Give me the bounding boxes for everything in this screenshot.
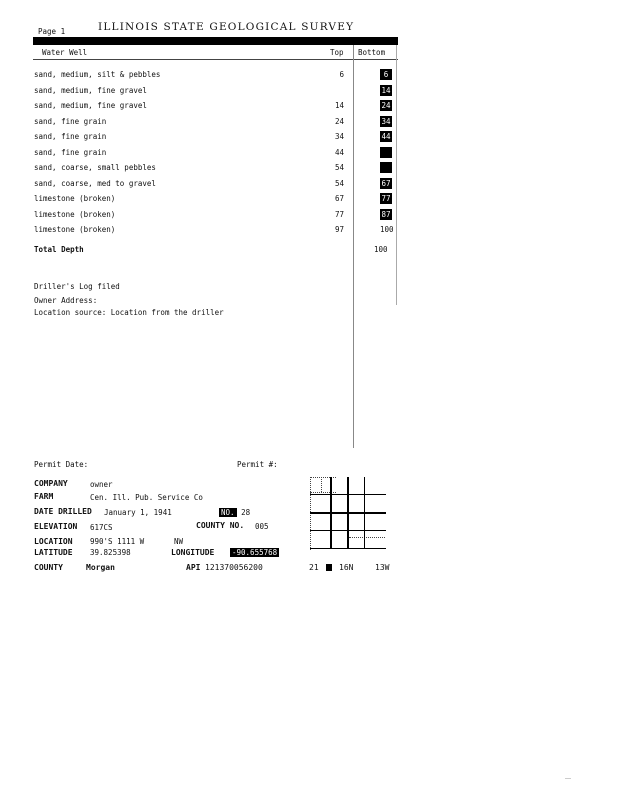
owner-address-note: Owner Address:	[34, 296, 98, 305]
location-value: 990'S 1111 W	[90, 537, 145, 546]
formation-top: 6	[339, 70, 344, 79]
section-map-line	[310, 494, 386, 495]
formation-name: sand, fine grain	[34, 132, 107, 141]
well-number-value: 28	[241, 508, 251, 517]
api-label: API	[186, 563, 201, 572]
formation-bottom: 87	[381, 209, 391, 219]
formation-name: sand, medium, fine gravel	[34, 101, 147, 110]
column-bottom-label: Bottom	[358, 48, 386, 57]
column-top-label: Top	[330, 48, 344, 57]
elevation-value: 617CS	[90, 523, 113, 532]
latitude-value: 39.825398	[90, 548, 131, 557]
section-map-line	[310, 548, 386, 549]
column-divider-left	[353, 45, 354, 448]
formation-top: 54	[334, 163, 344, 172]
range-value: 13W	[375, 563, 390, 572]
section-map-line	[310, 530, 386, 531]
page-label: Page 1	[38, 27, 66, 36]
total-depth-label: Total Depth	[34, 245, 84, 254]
formation-name: sand, fine grain	[34, 116, 107, 126]
latitude-label: LATITUDE	[34, 548, 73, 557]
well-number	[219, 508, 250, 517]
formation-top: 14	[334, 101, 344, 110]
formation-bottom: 100	[380, 225, 394, 234]
api-value: 121370056200	[205, 563, 263, 572]
formation-name: limestone (broken)	[34, 194, 116, 203]
township-value: 16N	[339, 563, 354, 572]
date-drilled-value: January 1, 1941	[104, 508, 172, 517]
formation-top: 54	[334, 178, 344, 188]
permit-number-label: Permit #:	[237, 460, 278, 469]
formation-top: 44	[334, 147, 344, 157]
log-filed-note: Driller's Log filed	[34, 282, 120, 291]
permit-date-label: Permit Date:	[34, 460, 89, 469]
formation-name: sand, coarse, small pebbles	[34, 163, 156, 172]
longitude-label: LONGITUDE	[171, 548, 215, 557]
header-bar	[33, 37, 398, 45]
page-title: ILLINOIS STATE GEOLOGICAL SURVEY	[98, 21, 355, 33]
formation-top: 97	[334, 225, 344, 234]
company-value: owner	[90, 480, 113, 489]
formation-top: 24	[334, 116, 344, 126]
location-source-note: Location source: Location from the driller	[34, 308, 224, 317]
formation-bottom: 44	[381, 132, 391, 141]
column-type-label: Water Well	[42, 48, 88, 57]
section-map-dotted-rule	[321, 477, 322, 492]
section-map-dotted-rule	[310, 477, 336, 478]
county-value: Morgan	[86, 563, 115, 572]
formation-top: 77	[334, 209, 344, 219]
formation-name: limestone (broken)	[34, 209, 116, 219]
company-label: COMPANY	[34, 479, 68, 488]
formation-bottom: 34	[381, 116, 391, 126]
elevation-label: ELEVATION	[34, 522, 78, 531]
formation-bottom	[380, 162, 392, 173]
county-no-value: 005	[255, 522, 269, 531]
formation-bottom	[380, 147, 392, 158]
county-no-label: COUNTY NO.	[196, 521, 245, 530]
formation-name: sand, medium, fine gravel	[34, 85, 147, 95]
section-marker-icon	[326, 564, 332, 571]
section-number: 21	[309, 563, 319, 572]
formation-name: sand, coarse, med to gravel	[34, 178, 156, 188]
section-map-dotted-rule	[310, 492, 336, 493]
formation-bottom: 67	[381, 178, 391, 188]
section-map-dotted-rule	[349, 537, 385, 538]
formation-bottom: 6	[380, 69, 392, 80]
column-divider-right	[396, 45, 397, 305]
longitude-value: -90.655768	[232, 548, 278, 557]
column-header-rule	[33, 59, 398, 60]
formation-name: sand, medium, silt & pebbles	[34, 70, 161, 79]
well-number-label: NO.	[221, 508, 235, 517]
formation-bottom: 77	[381, 194, 391, 203]
formation-bottom: 24	[381, 101, 391, 110]
scan-mark	[565, 778, 571, 779]
formation-top: 67	[334, 194, 344, 203]
total-depth-value: 100	[374, 245, 388, 254]
farm-label: FARM	[34, 492, 54, 501]
farm-value: Cen. Ill. Pub. Service Co	[90, 493, 203, 502]
section-map-line	[310, 512, 386, 514]
formation-name: sand, fine grain	[34, 147, 107, 157]
location-label: LOCATION	[34, 537, 73, 546]
formation-name: limestone (broken)	[34, 225, 116, 234]
formation-bottom: 14	[381, 85, 391, 95]
date-drilled-label: DATE DRILLED	[34, 507, 92, 516]
formation-top: 34	[334, 132, 344, 141]
page-number: 1	[60, 27, 66, 36]
county-label: COUNTY	[34, 563, 63, 572]
location-quarter: NW	[174, 537, 184, 546]
